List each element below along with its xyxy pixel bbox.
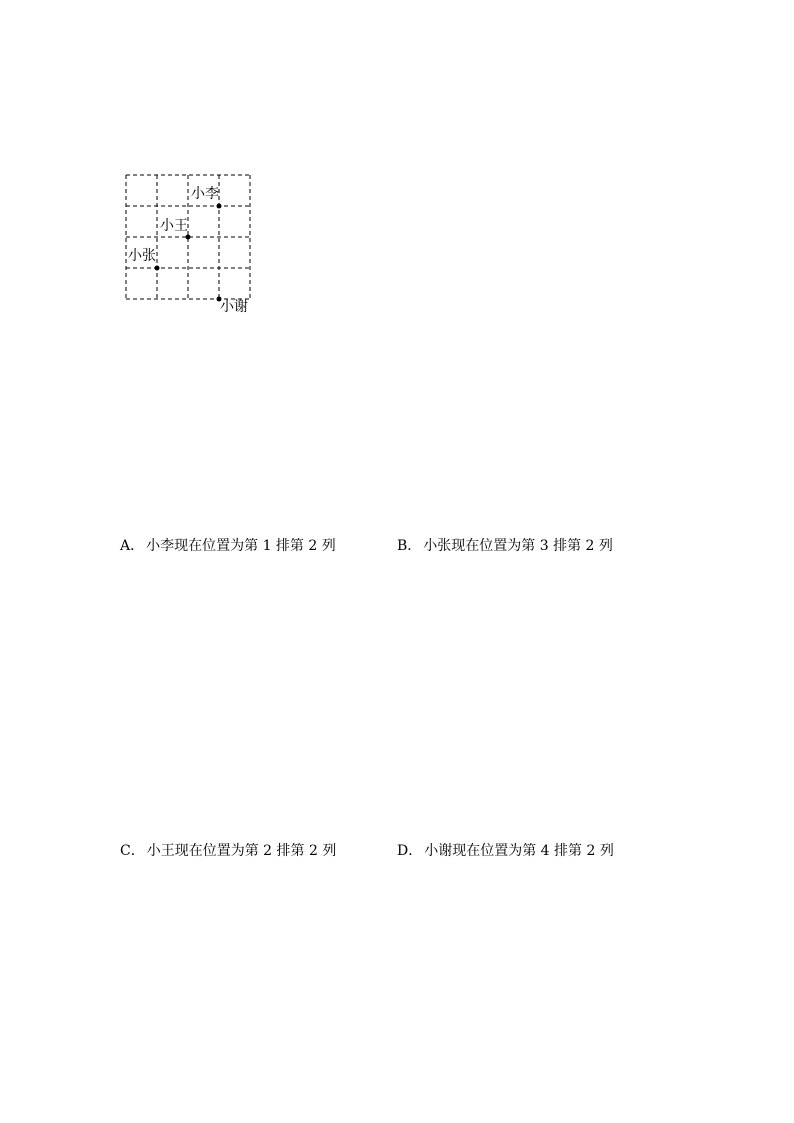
label-xiao-wang: 小王 bbox=[160, 218, 188, 234]
option-d bbox=[397, 843, 614, 859]
option-b-text: 小张现在位置为第 3 排第 2 列 bbox=[423, 538, 613, 554]
seating-grid-figure bbox=[118, 168, 268, 318]
point-wang bbox=[186, 235, 191, 240]
option-a-letter: A． bbox=[120, 538, 145, 554]
option-b-letter: B． bbox=[397, 538, 422, 554]
point-li bbox=[217, 204, 222, 209]
option-d-letter: D． bbox=[397, 843, 423, 859]
option-c bbox=[120, 843, 336, 859]
option-a-text: 小李现在位置为第 1 排第 2 列 bbox=[146, 538, 336, 554]
option-b bbox=[397, 538, 613, 554]
label-xiao-li: 小李 bbox=[191, 186, 219, 202]
option-c-letter: C． bbox=[120, 843, 145, 859]
option-a bbox=[120, 538, 336, 554]
option-d-text: 小谢现在位置为第 4 排第 2 列 bbox=[424, 843, 614, 859]
point-zhang bbox=[155, 266, 160, 271]
label-xiao-xie: 小谢 bbox=[220, 299, 248, 315]
option-c-text: 小王现在位置为第 2 排第 2 列 bbox=[146, 843, 337, 859]
label-xiao-zhang: 小张 bbox=[128, 248, 156, 264]
